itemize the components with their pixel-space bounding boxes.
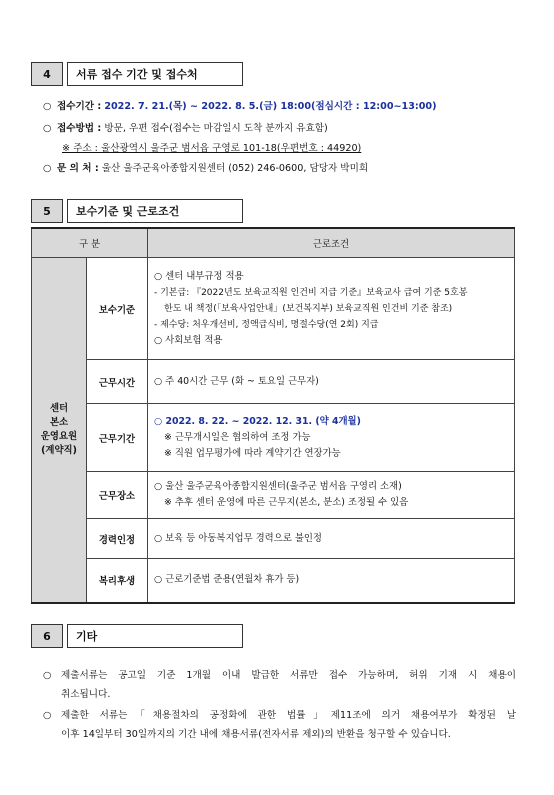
salary-line: ○ 사회보험 적용 bbox=[154, 334, 223, 346]
section-6-header bbox=[31, 624, 243, 648]
notice-paragraph-1 bbox=[43, 666, 516, 704]
row-label-hours: 근무시간 bbox=[87, 360, 148, 404]
period-line: ※ 직원 업무평가에 따라 계약기간 연장가능 bbox=[164, 447, 341, 459]
salary-line: - 제수당: 처우개선비, 정액급식비, 명절수당(연 2회) 지급 bbox=[154, 319, 379, 330]
contact-value: 울산 울주군육아종합지원센터 (052) 246-0600, 담당자 박미희 bbox=[101, 163, 369, 174]
row-label-period: 근무기간 bbox=[87, 404, 148, 472]
method-value: 방문, 우편 접수(접수는 마감일시 도착 분까지 유효함) bbox=[104, 123, 328, 134]
row-content-career bbox=[148, 519, 515, 559]
hours-line: ○ 주 40시간 근무 (화 ~ 토요일 근무자) bbox=[154, 375, 319, 387]
row-label-welfare: 복리후생 bbox=[87, 559, 148, 603]
section-number: 5 bbox=[31, 199, 63, 223]
bullet: ○ bbox=[43, 101, 52, 112]
staff-type-label: 센터 본소 운영요원 (계약직) bbox=[32, 258, 87, 603]
header-category: 구 분 bbox=[32, 228, 148, 258]
row-content-period bbox=[148, 404, 515, 472]
row-label-salary: 보수기준 bbox=[87, 258, 148, 360]
welfare-line: ○ 근로기준법 준용(연월차 휴가 등) bbox=[154, 574, 300, 586]
section-number: 6 bbox=[31, 624, 63, 648]
bullet: ○ bbox=[43, 163, 52, 174]
notice-1-line-b: 취소됩니다. bbox=[61, 689, 111, 700]
receipt-period-line bbox=[43, 98, 436, 112]
row-label-career: 경력인정 bbox=[87, 519, 148, 559]
row-label-location: 근무장소 bbox=[87, 472, 148, 519]
bullet: ○ bbox=[43, 670, 52, 681]
conditions-table bbox=[31, 227, 515, 604]
notice-2-line-a: 제출한 서류는「채용절차의 공정화에 관한 법률」제11조에 의거 채용여부가 확정된 날 bbox=[61, 710, 516, 721]
career-line: ○ 보육 등 아동복지업무 경력으로 불인정 bbox=[154, 532, 322, 544]
row-content-salary bbox=[148, 258, 515, 360]
section-5-header bbox=[31, 199, 243, 223]
salary-line: - 기본급: 『2022년도 보육교직원 인건비 지급 기준』보육교사 급여 기준 5호봉 bbox=[154, 287, 468, 298]
period-value: 2022. 7. 21.(목) ~ 2022. 8. 5.(금) 18:00(점심시간 : 12:00~13:00) bbox=[104, 101, 437, 112]
header-conditions: 근로조건 bbox=[148, 228, 515, 258]
row-content-location bbox=[148, 472, 515, 519]
row-content-welfare bbox=[148, 559, 515, 603]
location-line: ※ 추후 센터 운영에 따른 근무지(본소, 분소) 조정될 수 있음 bbox=[164, 497, 409, 508]
period-line: ※ 근무개시일은 협의하여 조정 가능 bbox=[164, 431, 311, 443]
row-content-hours bbox=[148, 360, 515, 404]
location-line: ○ 울산 울주군육아종합지원센터(울주군 범서읍 구영리 소재) bbox=[154, 481, 402, 492]
bullet: ○ bbox=[43, 710, 52, 721]
salary-line: ○ 센터 내부규정 적용 bbox=[154, 270, 244, 282]
bullet: ○ bbox=[43, 123, 52, 134]
section-4-header bbox=[31, 62, 243, 86]
receipt-method-line bbox=[43, 120, 328, 134]
notice-1-line-a: 제출서류는 공고일 기준 1개월 이내 발급한 서류만 접수 가능하며, 허위 기재 시 채용이 bbox=[61, 670, 516, 681]
period-line: ○ 2022. 8. 22. ~ 2022. 12. 31. (약 4개월) bbox=[154, 415, 361, 427]
contact-line bbox=[43, 160, 368, 174]
contact-label: 문 의 처 : bbox=[57, 163, 99, 174]
section-number: 4 bbox=[31, 62, 63, 86]
salary-line: 한도 내 책정(「보육사업안내」(보건복지부) 보육교직원 인건비 기준 참조) bbox=[164, 303, 453, 314]
notice-paragraph-2 bbox=[43, 706, 516, 744]
period-label: 접수기간 : bbox=[57, 101, 102, 112]
section-title: 보수기준 및 근로조건 bbox=[67, 199, 243, 223]
section-title: 기타 bbox=[67, 624, 243, 648]
notice-2-line-b: 이후 14일부터 30일까지의 기간 내에 채용서류(전자서류 제외)의 반환을 청구할 수 있습니다. bbox=[61, 729, 451, 740]
section-title: 서류 접수 기간 및 접수처 bbox=[67, 62, 243, 86]
method-label: 접수방법 : bbox=[57, 123, 102, 134]
address-note: ※ 주소 : 울산광역시 울주군 범서읍 구영로 101-18(우편번호 : 44920) bbox=[62, 143, 362, 154]
